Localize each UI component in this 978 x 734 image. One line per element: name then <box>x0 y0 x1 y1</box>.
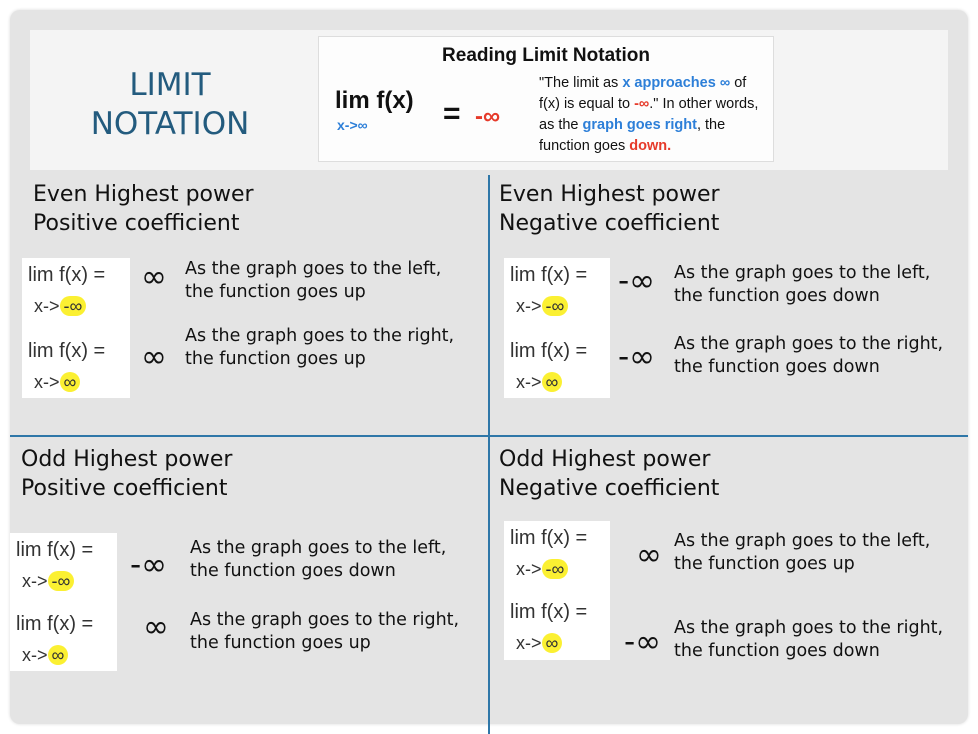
limit-image <box>504 521 610 660</box>
arg-prefix: x-> <box>516 372 542 392</box>
arg-text <box>22 571 74 592</box>
desc-part: of f(x) is equal to <box>539 75 747 112</box>
horizontal-divider <box>10 435 968 437</box>
lim-text: lim f(x) = <box>510 601 588 623</box>
arg-text <box>34 372 80 393</box>
arg-text <box>516 633 562 654</box>
notation-value: -∞ <box>475 103 501 130</box>
arg-text <box>22 645 68 666</box>
limit-description: As the graph goes to the right, the function goes down <box>674 334 944 377</box>
arg-highlight: ∞ <box>542 633 563 653</box>
limit-value: ∞ <box>636 537 662 573</box>
desc-part: down. <box>629 138 672 154</box>
arg-prefix: x-> <box>22 645 48 665</box>
quadrant-odd-positive-title <box>21 445 232 503</box>
lim-text: lim f(x) = <box>28 264 106 286</box>
limit-value: -∞ <box>624 624 662 660</box>
limit-value: ∞ <box>143 609 169 645</box>
arg-highlight: ∞ <box>48 645 69 665</box>
desc-part: ." In other words, as the <box>539 96 759 133</box>
title-line: Negative coefficient <box>499 476 720 501</box>
arg-text <box>516 372 562 393</box>
arg-text <box>516 296 568 317</box>
notation-lim: lim f(x) <box>335 87 414 114</box>
limit-description: As the graph goes to the left, the function goes up <box>185 259 442 302</box>
title-line: Negative coefficient <box>499 211 720 236</box>
title-line: Even Highest power <box>33 182 254 207</box>
title-line: Odd Highest power <box>21 447 233 472</box>
limit-description: As the graph goes to the right, the function goes up <box>185 326 455 369</box>
arg-prefix: x-> <box>516 559 542 579</box>
notation-heading: Reading Limit Notation <box>442 45 650 66</box>
desc-part: , the function goes <box>539 117 726 154</box>
limit-image <box>504 258 610 398</box>
title-line-1: LIMIT <box>129 67 211 103</box>
lim-text: lim f(x) = <box>16 613 94 635</box>
lim-text: lim f(x) = <box>510 264 588 286</box>
page-title <box>60 66 280 144</box>
notation-description <box>539 73 767 157</box>
quadrant-even-negative-title <box>499 180 720 238</box>
title-line: Positive coefficient <box>21 476 228 501</box>
limit-value: -∞ <box>130 547 168 583</box>
arg-prefix: x-> <box>516 633 542 653</box>
arg-prefix: x-> <box>34 296 60 316</box>
limit-value: -∞ <box>618 339 656 375</box>
arg-text <box>34 296 86 317</box>
limit-description: As the graph goes to the left, the function goes down <box>674 263 931 306</box>
notation-equals: = <box>443 97 461 130</box>
limit-value: ∞ <box>141 259 167 295</box>
arg-text <box>516 559 568 580</box>
limit-description: As the graph goes to the left, the function goes down <box>190 538 447 581</box>
lim-text: lim f(x) = <box>510 527 588 549</box>
notation-image <box>318 36 774 162</box>
vertical-divider <box>488 175 490 734</box>
limit-value: -∞ <box>618 263 656 299</box>
quadrant-odd-negative-title <box>499 445 719 503</box>
title-line: Odd Highest power <box>499 447 711 472</box>
arg-prefix: x-> <box>516 296 542 316</box>
limit-image <box>10 533 117 671</box>
arg-prefix: x-> <box>22 571 48 591</box>
notation-sub: x->∞ <box>337 117 368 133</box>
desc-part: -∞ <box>634 96 650 112</box>
arg-highlight: ∞ <box>542 372 563 392</box>
arg-highlight: -∞ <box>60 296 87 316</box>
arg-highlight: -∞ <box>542 559 569 579</box>
limit-image <box>22 258 130 398</box>
limit-description: As the graph goes to the left, the function goes up <box>674 531 931 574</box>
desc-part: graph goes right <box>582 117 697 133</box>
lim-text: lim f(x) = <box>510 340 588 362</box>
limit-description: As the graph goes to the right, the function goes up <box>190 610 460 653</box>
arg-prefix: x-> <box>34 372 60 392</box>
arg-highlight: -∞ <box>48 571 75 591</box>
arg-highlight: ∞ <box>60 372 81 392</box>
limit-value: ∞ <box>141 339 167 375</box>
lim-text: lim f(x) = <box>28 340 106 362</box>
title-line: Positive coefficient <box>33 211 240 236</box>
quadrant-even-positive-title <box>33 180 254 238</box>
desc-part: x approaches ∞ <box>622 75 731 91</box>
lim-text: lim f(x) = <box>16 539 94 561</box>
desc-part: "The limit as <box>539 75 623 91</box>
limit-description: As the graph goes to the right, the function goes down <box>674 618 944 661</box>
title-line: Even Highest power <box>499 182 720 207</box>
title-line-2: NOTATION <box>90 106 250 142</box>
arg-highlight: -∞ <box>542 296 569 316</box>
